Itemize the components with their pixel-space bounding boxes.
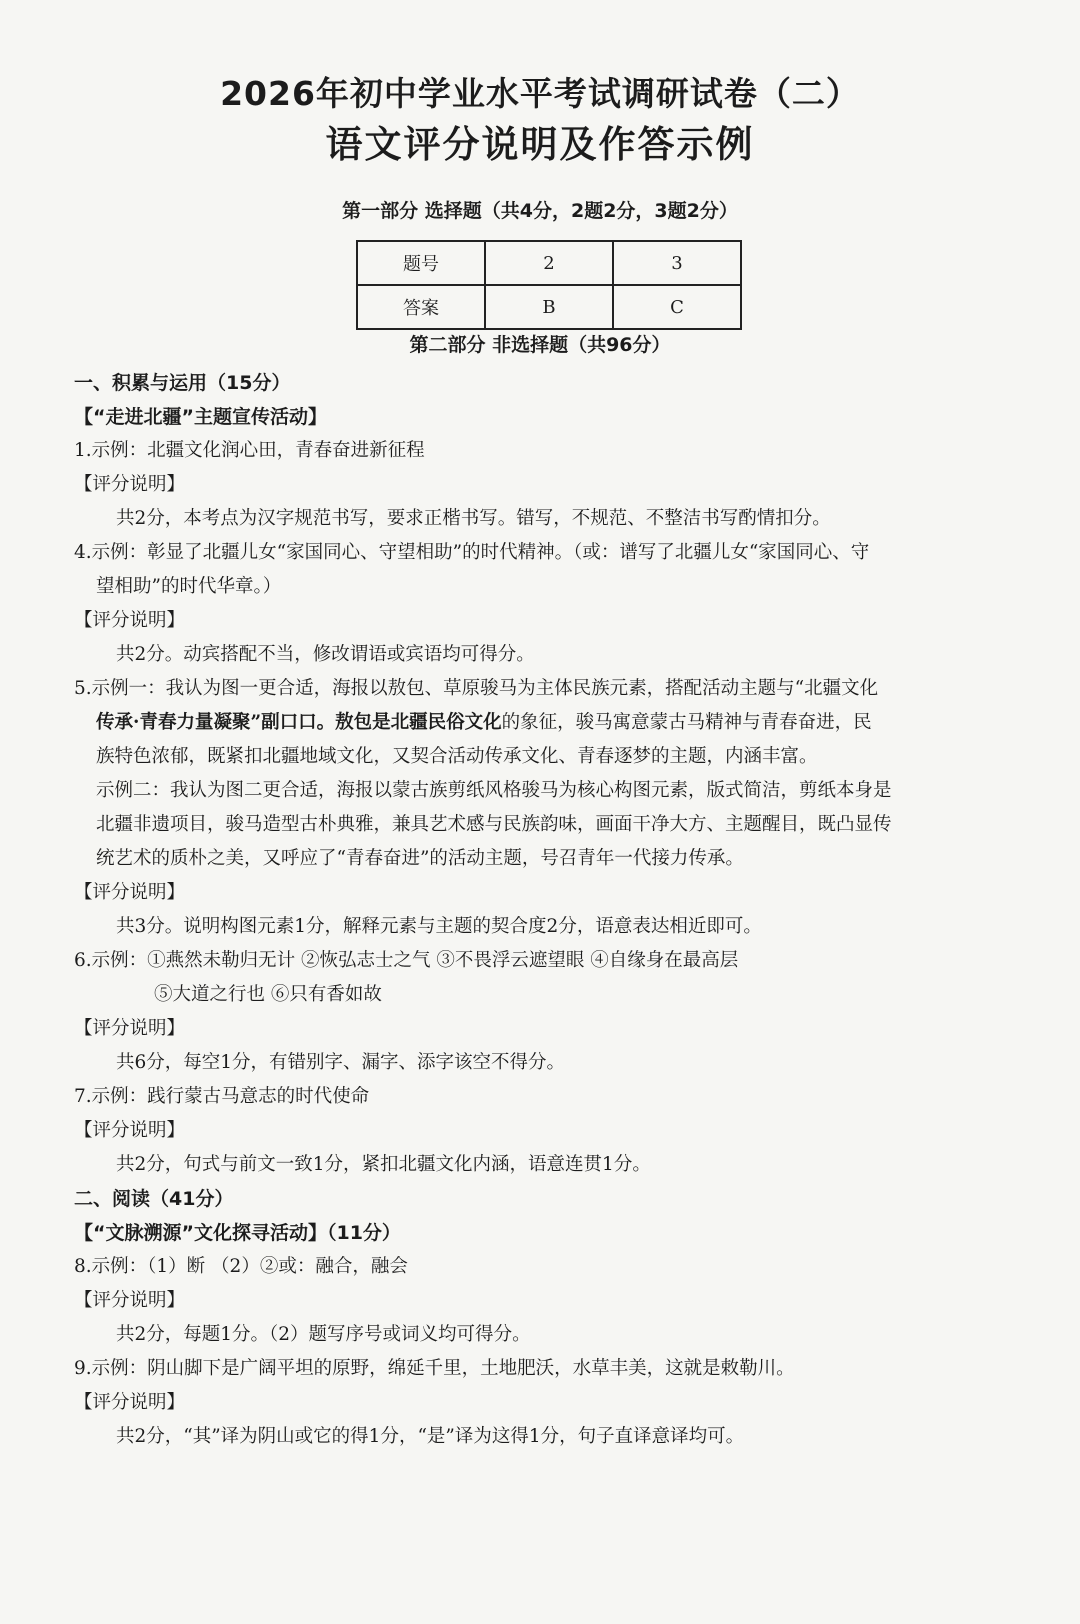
section-heading: 二、阅读（41分） (74, 1188, 234, 1210)
table-cell: 题号 (357, 241, 485, 285)
scoring-note: 共2分，每题1分。（2）题写序号或词义均可得分。 (116, 1324, 531, 1345)
answer-item: 1.示例：北疆文化润心田，青春奋进新征程 (74, 440, 425, 461)
table-cell: 答案 (357, 285, 485, 329)
scoring-note: 共2分。动宾搭配不当，修改谓语或宾语均可得分。 (116, 644, 535, 665)
scoring-label: 【评分说明】 (74, 1290, 186, 1311)
part2-heading: 第二部分 非选择题（共96分） (409, 334, 671, 356)
answer-bold-text: 传承·青春力量凝聚”副口口。敖包是北疆民俗文化 (96, 712, 502, 733)
activity-heading: 【“走进北疆”主题宣传活动】 (74, 406, 327, 428)
answer-item-cont: 望相助”的时代华章。） (96, 576, 282, 597)
document-title: 2026年初中学业水平考试调研试卷（二） (220, 74, 860, 113)
table-row (357, 285, 741, 329)
section-heading: 一、积累与运用（15分） (74, 372, 291, 394)
answer-item: 7.示例：践行蒙古马意志的时代使命 (74, 1086, 370, 1107)
answer-item: 8.示例：（1）断 （2）②或：融合，融会 (74, 1256, 408, 1277)
scoring-note: 共2分，本考点为汉字规范书写，要求正楷书写。错写，不规范、不整洁书写酌情扣分。 (116, 508, 831, 529)
answer-item-cont: ⑤大道之行也 ⑥只有香如故 (154, 984, 382, 1005)
scoring-label: 【评分说明】 (74, 474, 186, 495)
answer-item-cont: 族特色浓郁，既紧扣北疆地域文化，又契合活动传承文化、青春逐梦的主题，内涵丰富。 (96, 746, 818, 767)
table-cell: B (485, 285, 613, 329)
scoring-label: 【评分说明】 (74, 610, 186, 631)
activity-heading: 【“文脉溯源”文化探寻活动】（11分） (74, 1222, 401, 1244)
scoring-note: 共2分，“其”译为阴山或它的得1分，“是”译为这得1分，句子直译意译均可。 (116, 1426, 745, 1447)
answer-text: 的象征，骏马寓意蒙古马精神与青春奋进，民 (501, 712, 872, 733)
document-subtitle: 语文评分说明及作答示例 (325, 123, 755, 166)
answer-body (74, 366, 1034, 1454)
scoring-note: 共2分，句式与前文一致1分，紧扣北疆文化内涵，语意连贯1分。 (116, 1154, 651, 1175)
answer-item: 6.示例：①燕然未勒归无计 ②恢弘志士之气 ③不畏浮云遮望眼 ④自缘身在最高层 (74, 950, 739, 971)
scoring-label: 【评分说明】 (74, 1120, 186, 1141)
answer-item: 4.示例：彰显了北疆儿女“家国同心、守望相助”的时代精神。（或：谱写了北疆儿女“家国同心、守 (74, 542, 870, 563)
scoring-label: 【评分说明】 (74, 1018, 186, 1039)
table-cell: 2 (485, 241, 613, 285)
scoring-note: 共6分，每空1分，有错别字、漏字、添字该空不得分。 (116, 1052, 566, 1073)
scoring-note: 共3分。说明构图元素1分，解释元素与主题的契合度2分，语意表达相近即可。 (116, 916, 762, 937)
table-cell: 3 (613, 241, 741, 285)
answer-item-cont: 统艺术的质朴之美，又呼应了“青春奋进”的活动主题，号召青年一代接力传承。 (96, 848, 744, 869)
scoring-label: 【评分说明】 (74, 882, 186, 903)
answer-item-cont: 北疆非遗项目，骏马造型古朴典雅，兼具艺术感与民族韵味，画面干净大方、主题醒目，既凸显传 (96, 814, 892, 835)
answer-table (356, 240, 742, 330)
table-cell: C (613, 285, 741, 329)
answer-item-cont: 示例二：我认为图二更合适，海报以蒙古族剪纸风格骏马为核心构图元素，版式简洁，剪纸本身是 (96, 780, 892, 801)
scoring-label: 【评分说明】 (74, 1392, 186, 1413)
answer-item: 9.示例：阴山脚下是广阔平坦的原野，绵延千里，土地肥沃，水草丰美，这就是敕勒川。 (74, 1358, 795, 1379)
answer-item: 5.示例一：我认为图一更合适，海报以敖包、草原骏马为主体民族元素，搭配活动主题与“北疆文化 (74, 678, 879, 699)
part1-heading: 第一部分 选择题（共4分，2题2分，3题2分） (342, 200, 738, 222)
answer-item-cont (74, 706, 1034, 740)
table-row (357, 241, 741, 285)
